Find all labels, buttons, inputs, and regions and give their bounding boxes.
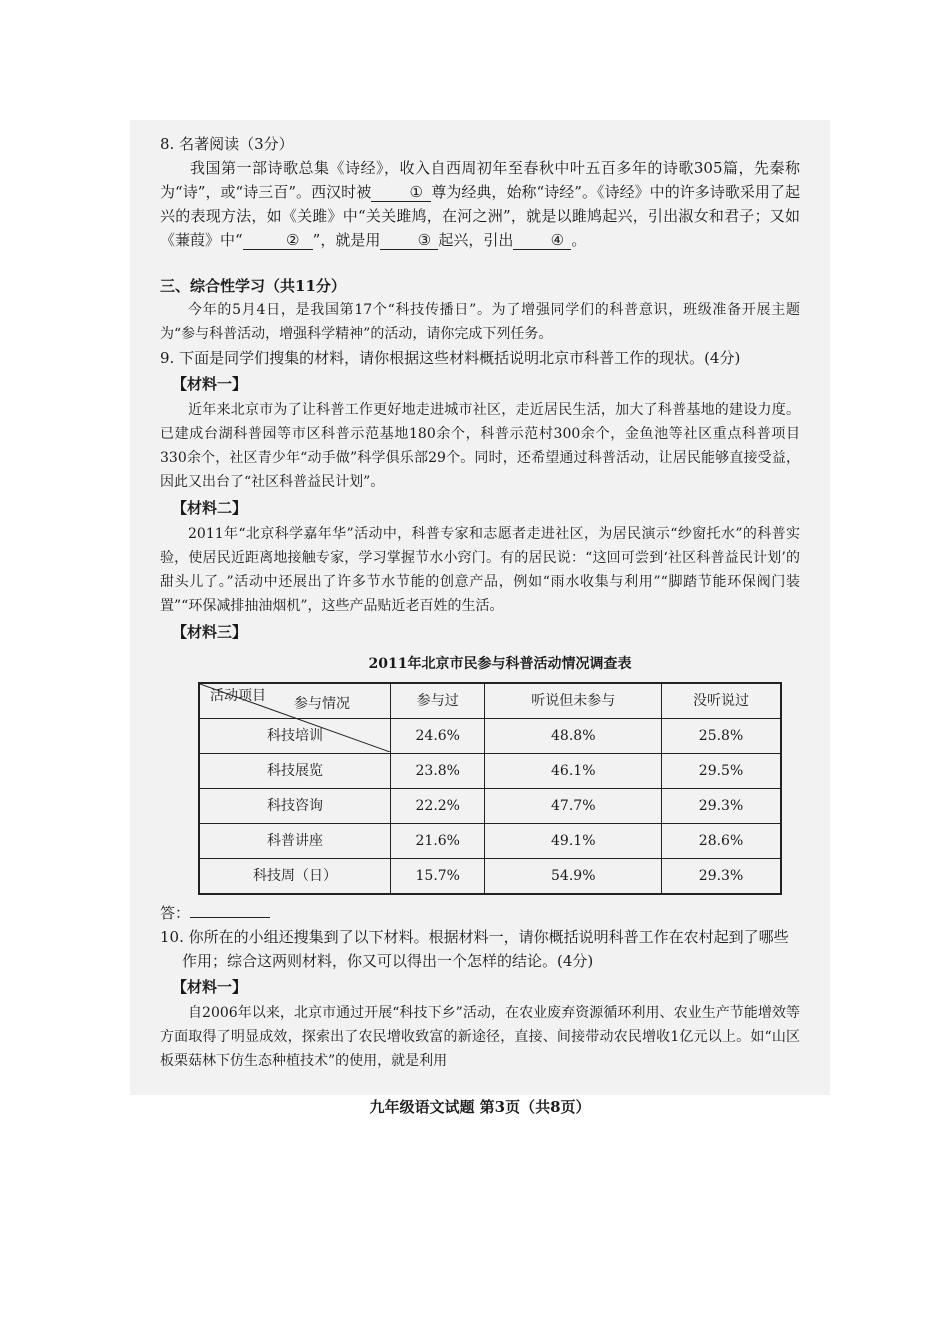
q9-title: 9. 下面是同学们搜集的材料，请你根据这些材料概括说明北京市科普工作的现状。(4分) [160, 349, 741, 367]
corner-label-participation: 参与情况 [294, 696, 350, 712]
table-row [199, 859, 781, 895]
q8-blank-3[interactable]: ③ [380, 231, 438, 250]
cell-value: 47.7% [485, 789, 662, 824]
exam-content [160, 132, 800, 1119]
survey-corner-cell [199, 683, 391, 719]
row-label: 科普讲座 [199, 824, 391, 859]
page-footer: 九年级语文试题 第3页（共8页） [369, 1098, 591, 1116]
cell-value: 28.6% [662, 824, 781, 859]
cell-value: 29.3% [662, 859, 781, 895]
section3-intro: 今年的5月4日，是我国第17个“科技传播日”。为了增强同学们的科普意识，班级准备开展主题为“参与科普活动，增强科学精神”的活动，请你完成下列任务。 [160, 302, 800, 342]
header-never-heard: 没听说过 [662, 683, 781, 719]
table-row [199, 789, 781, 824]
survey-table [198, 682, 782, 895]
section3-title: 三、综合性学习（共11分） [160, 277, 346, 295]
q8-text-1: 我国第一部诗歌总集《诗经》，收入自西周初年至春秋中叶五百多年的诗歌305篇，先秦称为“诗”，或“诗三百”。西汉时被 [160, 159, 800, 201]
cell-value: 24.6% [391, 719, 485, 754]
cell-value: 54.9% [485, 859, 662, 895]
q9-answer-line [160, 901, 800, 925]
cell-value: 29.5% [662, 754, 781, 789]
q8-title: 8. 名著阅读（3分） [160, 135, 294, 153]
q8-blank-4[interactable]: ④ [513, 231, 571, 250]
q10-material-1-label: 【材料一】 [172, 978, 248, 996]
q8-text-5: 。 [571, 231, 587, 249]
cell-value: 22.2% [391, 789, 485, 824]
q9-material-3-label: 【材料三】 [172, 623, 248, 641]
q8-text-4: 起兴，引出 [438, 231, 514, 249]
q8-text-2: 尊为经典，始称“诗经”。《诗经》中的许多诗歌采用了起兴的表现方法，如《关雎》中“关关雎鸠，在河之洲”，就是以雎鸠起兴，引出淑女和君子；又如《蒹葭》中“ [160, 183, 800, 249]
q9-material-2-text: 2011年“北京科学嘉年华”活动中，科普专家和志愿者走进社区，为居民演示“纱窗托水”的科普实验，使居民近距离地接触专家，学习掌握节水小窍门。有的居民说：“这回可尝到‘社区科普益民计划’的甜头儿了。”活动中还展出了许多节水节能的创意产品，例如“雨水收集与利用”“脚踏节能环保阀门装置”“环保减排抽油烟机”，这些产品贴近老百姓的生活。 [160, 526, 800, 614]
cell-value: 48.8% [485, 719, 662, 754]
cell-value: 23.8% [391, 754, 485, 789]
cell-value: 46.1% [485, 754, 662, 789]
q8-blank-2[interactable]: ② [243, 231, 313, 250]
q9-answer-label: 答： [160, 904, 191, 922]
table-row [199, 754, 781, 789]
survey-header-row [199, 683, 781, 719]
q8-blank-1[interactable]: ① [371, 183, 431, 202]
q8-text-3: ”，就是用 [312, 231, 381, 249]
q9-answer-blank[interactable] [190, 917, 270, 918]
cell-value: 21.6% [391, 824, 485, 859]
row-label: 科技周（日） [199, 859, 391, 895]
survey-table-title: 2011年北京市民参与科普活动情况调查表 [368, 656, 632, 672]
q10-title: 10. 你所在的小组还搜集到了以下材料。根据材料一，请你概括说明科普工作在农村起到了哪些作用；综合这两则材料，你又可以得出一个怎样的结论。(4分) [160, 928, 789, 970]
table-row [199, 824, 781, 859]
cell-value: 15.7% [391, 859, 485, 895]
cell-value: 29.3% [662, 789, 781, 824]
q10-material-1-text: 自2006年以来，北京市通过开展“科技下乡”活动，在农业废弃资源循环利用、农业生产节能增效等方面取得了明显成效，探索出了农民增收致富的新途径，直接、间接带动农民增收1亿元以上。如“山区板栗菇林下仿生态种植技术”的使用，就是利用 [160, 1005, 800, 1069]
cell-value: 49.1% [485, 824, 662, 859]
corner-label-activity: 活动项目 [210, 688, 266, 704]
q9-material-1-label: 【材料一】 [172, 375, 248, 393]
q8-body [160, 156, 800, 252]
header-participated: 参与过 [391, 683, 485, 719]
q9-material-1-text: 近年来北京市为了让科普工作更好地走进城市社区，走近居民生活，加大了科普基地的建设力度。已建成台湖科普园等市区科普示范基地180余个，科普示范村300余个，金鱼池等社区重点科普项目330余个，社区青少年“动手做”科学俱乐部29个。同时，还希望通过科普活动，让居民能够直接受益，因此又出台了“社区科普益民计划”。 [160, 402, 800, 490]
q9-material-2-label: 【材料二】 [172, 499, 248, 517]
cell-value: 25.8% [662, 719, 781, 754]
row-label: 科技培训 [199, 719, 391, 754]
header-heard-not-joined: 听说但未参与 [485, 683, 662, 719]
row-label: 科技展览 [199, 754, 391, 789]
row-label: 科技咨询 [199, 789, 391, 824]
